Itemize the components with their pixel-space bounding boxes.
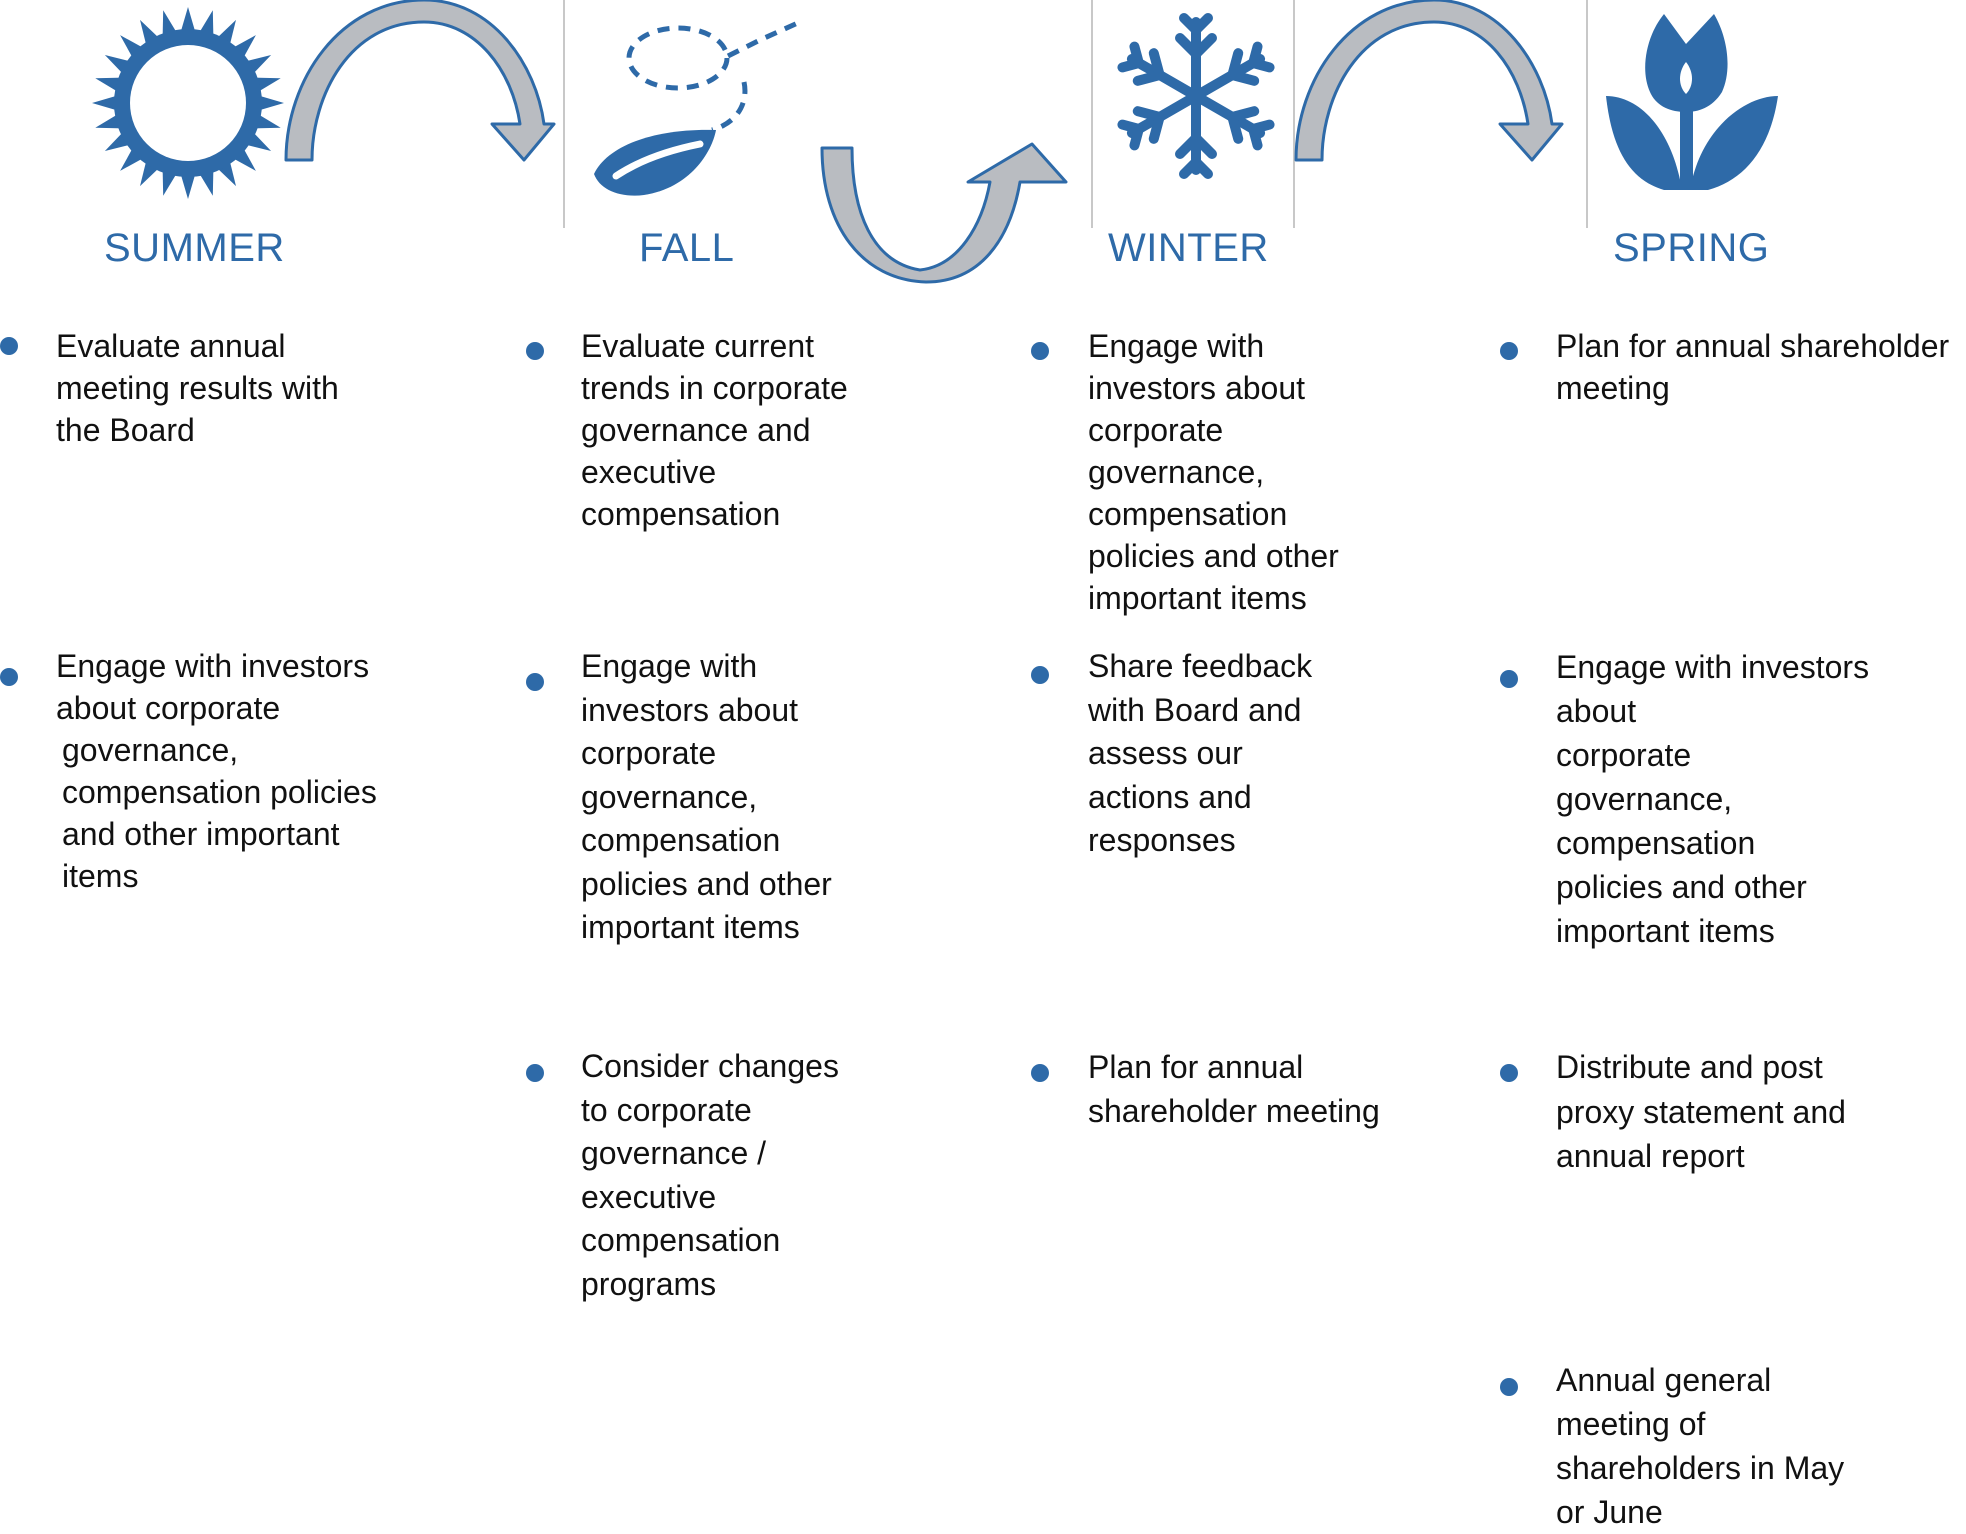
item-line: Engage with investors [1556,649,1870,685]
item-line: governance, [581,778,758,815]
bullet-icon [526,1064,544,1082]
item-line: governance / [581,1135,767,1171]
item-line: governance, [62,732,239,768]
item-line: and other important [62,816,340,852]
item-line: or June [1556,1494,1663,1530]
item-line: Engage with [581,648,758,684]
item-line: Consider changes [581,1048,839,1084]
item-line: proxy statement and [1556,1093,1846,1130]
item-line: governance and [581,412,811,448]
item-line: the Board [56,412,195,448]
season-title-spring: SPRING [1613,226,1770,270]
item-line: about corporate [56,690,281,726]
item-line: governance, [1556,781,1733,817]
bullet-icon [1031,342,1049,360]
item-line: shareholder meeting [1088,1093,1380,1129]
bullet-icon [1500,670,1518,688]
bullet-icon [1500,342,1518,360]
snowflake-icon [1120,18,1271,174]
item-line: important items [1088,580,1307,616]
item-line: policies and other [581,865,832,902]
item-line: compensation [581,1222,781,1258]
bullet-icon [1500,1064,1518,1082]
item-line: governance, [1088,454,1265,490]
item-line: Evaluate current [581,328,815,364]
season-title-winter: WINTER [1108,226,1269,270]
item-line: actions and [1088,778,1252,815]
item-line: policies and other [1556,869,1807,905]
item-line: compensation [581,496,781,532]
item-line: compensation policies [62,774,377,810]
item-line: investors about [581,691,799,728]
season-title-summer: SUMMER [104,226,285,270]
item-line: items [62,858,139,894]
arrow-fall-to-winter [822,144,1066,282]
season-title-fall: FALL [639,226,735,270]
item-line: compensation [1556,825,1756,861]
item-line: shareholders in May [1556,1450,1845,1486]
leaf-icon [594,22,800,196]
bullet-icon [1031,1064,1049,1082]
item-line: meeting results with [56,370,339,406]
item-line: Engage with [1088,328,1265,364]
item-line: compensation [581,822,781,858]
arrow-winter-to-spring [1296,0,1562,160]
item-line: with Board and [1088,691,1302,728]
item-line: to corporate [581,1091,752,1128]
bullet-icon [1500,1378,1518,1396]
item-line: responses [1088,822,1236,858]
item-line: executive [581,454,717,490]
item-line: Plan for annual [1088,1049,1304,1085]
item-line: meeting [1556,370,1670,406]
item-line: programs [581,1265,717,1302]
item-line: annual report [1556,1138,1745,1174]
item-line: important items [581,909,800,945]
arrow-summer-to-fall [286,0,554,160]
item-line: trends in corporate [581,370,848,406]
item-line: corporate [1088,412,1224,448]
item-line: compensation [1088,496,1288,532]
bullet-icon [526,342,544,360]
item-line: policies and other [1088,538,1339,574]
item-line: Annual general [1556,1362,1772,1398]
item-line: Engage with investors [56,648,370,684]
item-line: important items [1556,913,1775,949]
bullet-icon [1031,666,1049,684]
sun-icon [92,7,284,199]
item-line: investors about [1088,370,1306,406]
item-line: Plan for annual shareholder [1556,328,1950,364]
bullet-icon [0,337,18,355]
item-line: Evaluate annual [56,328,286,364]
bullet-icon [526,673,544,691]
item-line: Share feedback [1088,648,1313,684]
item-line: executive [581,1178,717,1215]
item-line: about [1556,693,1637,729]
item-line: meeting of [1556,1406,1706,1442]
bullet-icon [0,668,18,686]
item-line: assess our [1088,735,1243,771]
item-line: corporate [1556,737,1692,773]
item-line: corporate [581,735,717,771]
item-line: Distribute and post [1556,1049,1823,1085]
tulip-icon [1606,14,1778,190]
